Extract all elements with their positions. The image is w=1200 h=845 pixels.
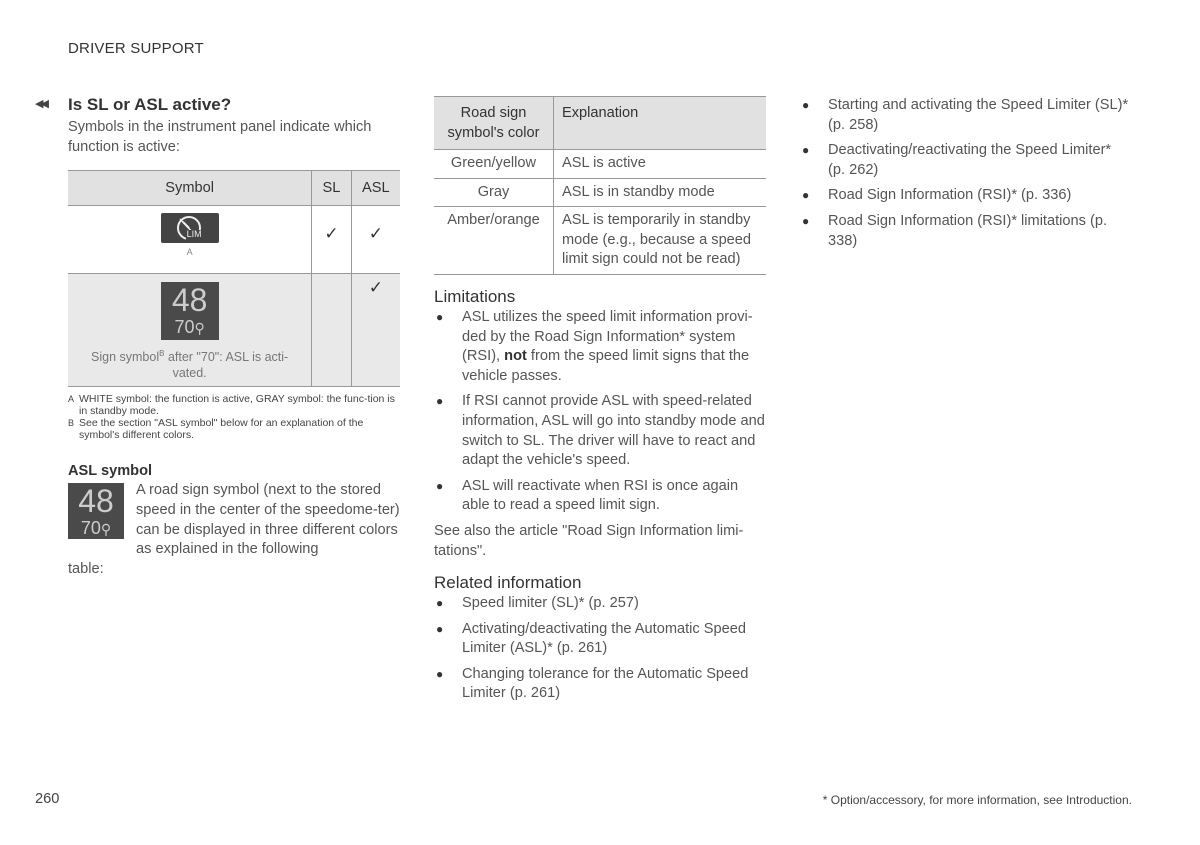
bullet-icon: ● [802,188,810,203]
col-sl: SL [312,171,351,206]
page-header: DRIVER SUPPORT [68,40,204,57]
table-row [68,274,400,387]
middle-column [434,96,766,710]
sl-check [312,274,351,387]
col-explanation: Explanation [554,97,767,150]
lim-label: LIM [186,229,202,240]
asl-check: ✓ [351,274,400,387]
right-column [800,96,1132,257]
related-link[interactable]: ● Road Sign Information (RSI)* limitations (p. 338) [802,212,1108,249]
bullet-icon: ● [436,666,444,681]
list-item: ● ASL utilizes the speed limit information provi-ded by the Road Sign Information* system (RSI), not from the speed limit signs that the vehicle passes. [436,308,753,384]
related-heading: Related information [434,573,582,593]
col-color: Road sign symbol's color [434,97,554,150]
sl-check: ✓ [312,206,351,274]
symbol-caption: A [186,247,193,258]
related-link[interactable]: ● Activating/deactivating the Automatic Speed Limiter (ASL)* (p. 261) [436,620,746,657]
speed-value: 48 [171,282,208,319]
asl-symbol-heading: ASL symbol [68,463,153,480]
table-row: Amber/orange ASL is temporarily in standby mode (e.g., because a speed limit sign could not be read) [434,207,766,275]
asl-check: ✓ [351,206,400,274]
col-asl: ASL [351,171,400,206]
intro-text: Symbols in the instrument panel indicate which function is active: [68,119,372,155]
symbol-table [68,170,400,387]
list-item: ● If RSI cannot provide ASL with speed-related information, ASL will go into standby mode and switch to SL. The driver will have to react and adapt the vehicle's speed. [436,393,765,469]
table-row [68,206,400,274]
related-link[interactable]: ● Speed limiter (SL)* (p. 257) [434,594,766,614]
related-link[interactable]: ● Road Sign Information (RSI)* (p. 336) [800,186,1132,206]
sign-pin-icon: ⚲ [100,521,112,538]
limitations-heading: Limitations [434,286,516,306]
table-row: Green/yellow ASL is active [434,150,766,179]
page-number: 260 [35,791,60,807]
bullet-icon: ● [802,213,810,228]
sign-pin-icon: ⚲ [194,320,205,337]
bullet-icon: ● [436,309,444,324]
back-arrow-icon[interactable]: ◀◀ [35,98,46,110]
footnotes [68,393,400,441]
limit-value: 70 [174,317,195,338]
speed-limiter-icon [161,213,219,243]
sign-symbol-caption: Sign symbol$^B$ after "70": ASL is acti-vated. [91,349,289,381]
related-link[interactable]: ● Deactivating/reactivating the Speed Limiter* (p. 262) [802,142,1112,178]
table-row: Gray ASL is in standby mode [434,178,766,207]
col-symbol: Symbol [68,171,312,206]
bullet-icon: ● [436,394,444,409]
list-item: ● ASL will reactivate when RSI is once again able to read a speed limit sign. [436,477,739,514]
asl-sign-symbol-icon [161,282,219,340]
bullet-icon: ● [436,478,444,493]
left-column [68,95,400,579]
related-list [434,594,766,704]
footnote: B See the section "ASL symbol" below for an explanation of the symbol's different colors. [68,417,364,442]
section-title: Is SL or ASL active? [68,95,232,114]
related-link[interactable]: ● Starting and activating the Speed Limiter (SL)* (p. 258) [802,97,1129,133]
bullet-icon: ● [436,621,444,636]
asl-symbol-text-end: table: [68,560,104,577]
bullet-icon: ● [802,143,810,158]
see-also-text: See also the article "Road Sign Information limi-tations". [434,522,744,559]
asl-symbol-icon: 48 70⚲ [68,483,124,539]
limitations-list [434,308,766,516]
color-table [434,96,766,275]
footer-note: * Option/accessory, for more information, see Introduction. [822,793,1132,807]
related-link[interactable]: ● Changing tolerance for the Automatic Speed Limiter (p. 261) [436,665,749,702]
bullet-icon: ● [802,98,810,112]
footnote: A WHITE symbol: the function is active, GRAY symbol: the func-tion is in standby mode. [68,393,395,418]
related-list-continued [800,96,1132,251]
bullet-icon: ● [436,596,444,611]
asl-symbol-text: A road sign symbol (next to the stored speed in the center of the speedome-ter) can be displayed in three different colors as explained in the following [136,482,400,558]
